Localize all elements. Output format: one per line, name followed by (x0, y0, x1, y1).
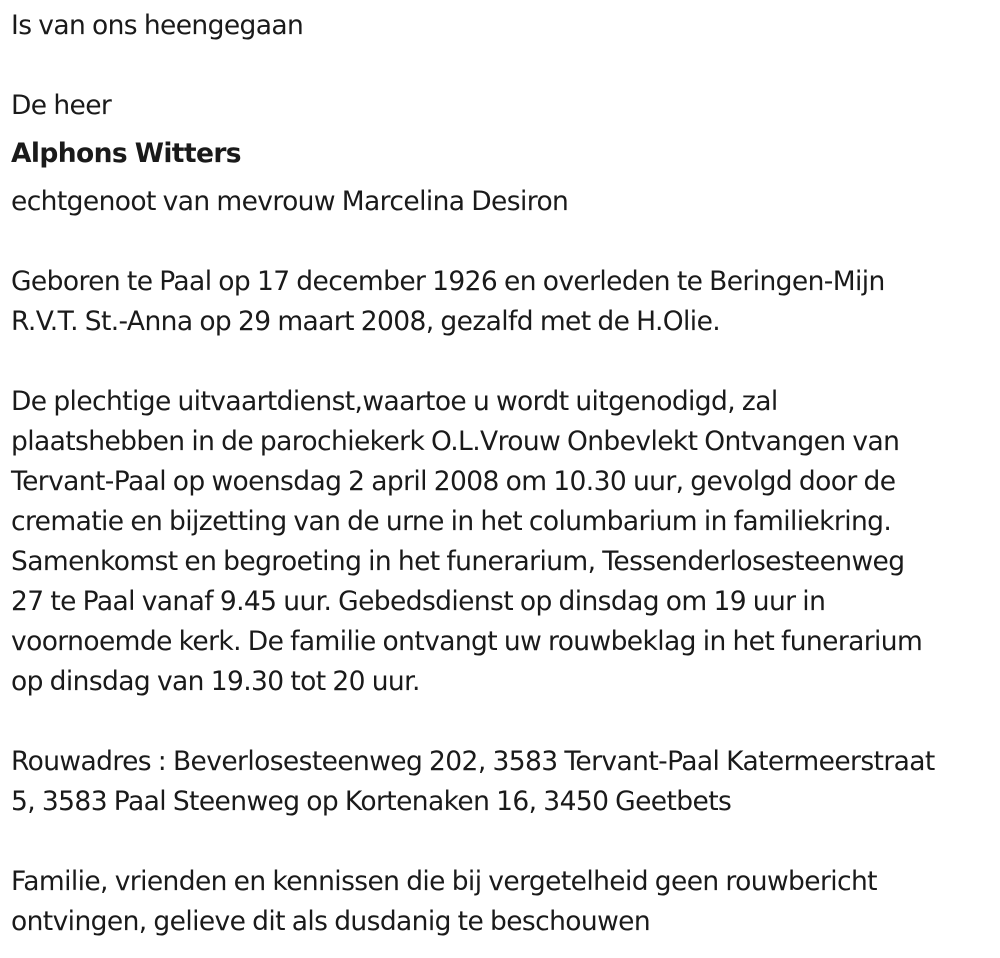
text-line: 5, 3583 Paal Steenweg op Kortenaken 16, 3450 Geetbets (11, 786, 732, 817)
text-line: Geboren te Paal op 17 december 1926 en overleden te Beringen-Mijn (11, 266, 885, 297)
text-line: Samenkomst en begroeting in het funerarium, Tessenderlosesteenweg (11, 546, 905, 577)
text-line: ontvingen, gelieve dit als dusdanig te beschouwen (11, 906, 651, 937)
spouse-info (11, 182, 568, 222)
mourning-address-paragraph (11, 742, 935, 822)
intro-line: Is van ons heengegaan (11, 10, 304, 41)
honorific (11, 86, 111, 126)
family-note-paragraph (11, 862, 877, 942)
text-line: 27 te Paal vanaf 9.45 uur. Gebedsdienst op dinsdag om 19 uur in (11, 586, 826, 617)
text-line: R.V.T. St.-Anna op 29 maart 2008, gezalfd met de H.Olie. (11, 306, 721, 337)
honorific-line: De heer (11, 90, 112, 121)
funeral-service-paragraph (11, 382, 922, 702)
spouse-line: echtgenoot van mevrouw Marcelina Desiron (11, 186, 569, 217)
deceased-name-line: Alphons Witters (11, 138, 241, 169)
text-line: Rouwadres : Beverlosesteenweg 202, 3583 Tervant-Paal Katermeerstraat (11, 746, 935, 777)
text-line: Familie, vrienden en kennissen die bij vergetelheid geen rouwbericht (11, 866, 877, 897)
text-line: Tervant-Paal op woensdag 2 april 2008 om 10.30 uur, gevolgd door de (11, 466, 896, 497)
text-line: op dinsdag van 19.30 tot 20 uur. (11, 666, 420, 697)
intro-text (11, 6, 303, 46)
text-line: voornoemde kerk. De familie ontvangt uw rouwbeklag in het funerarium (11, 626, 923, 657)
text-line: De plechtige uitvaartdienst,waartoe u wordt uitgenodigd, zal (11, 386, 778, 417)
text-line: crematie en bijzetting van de urne in het columbarium in familiekring. (11, 506, 892, 537)
birth-death-paragraph (11, 262, 885, 342)
text-line: plaatshebben in de parochiekerk O.L.Vrouw Onbevlekt Ontvangen van (11, 426, 900, 457)
deceased-name (11, 134, 241, 174)
